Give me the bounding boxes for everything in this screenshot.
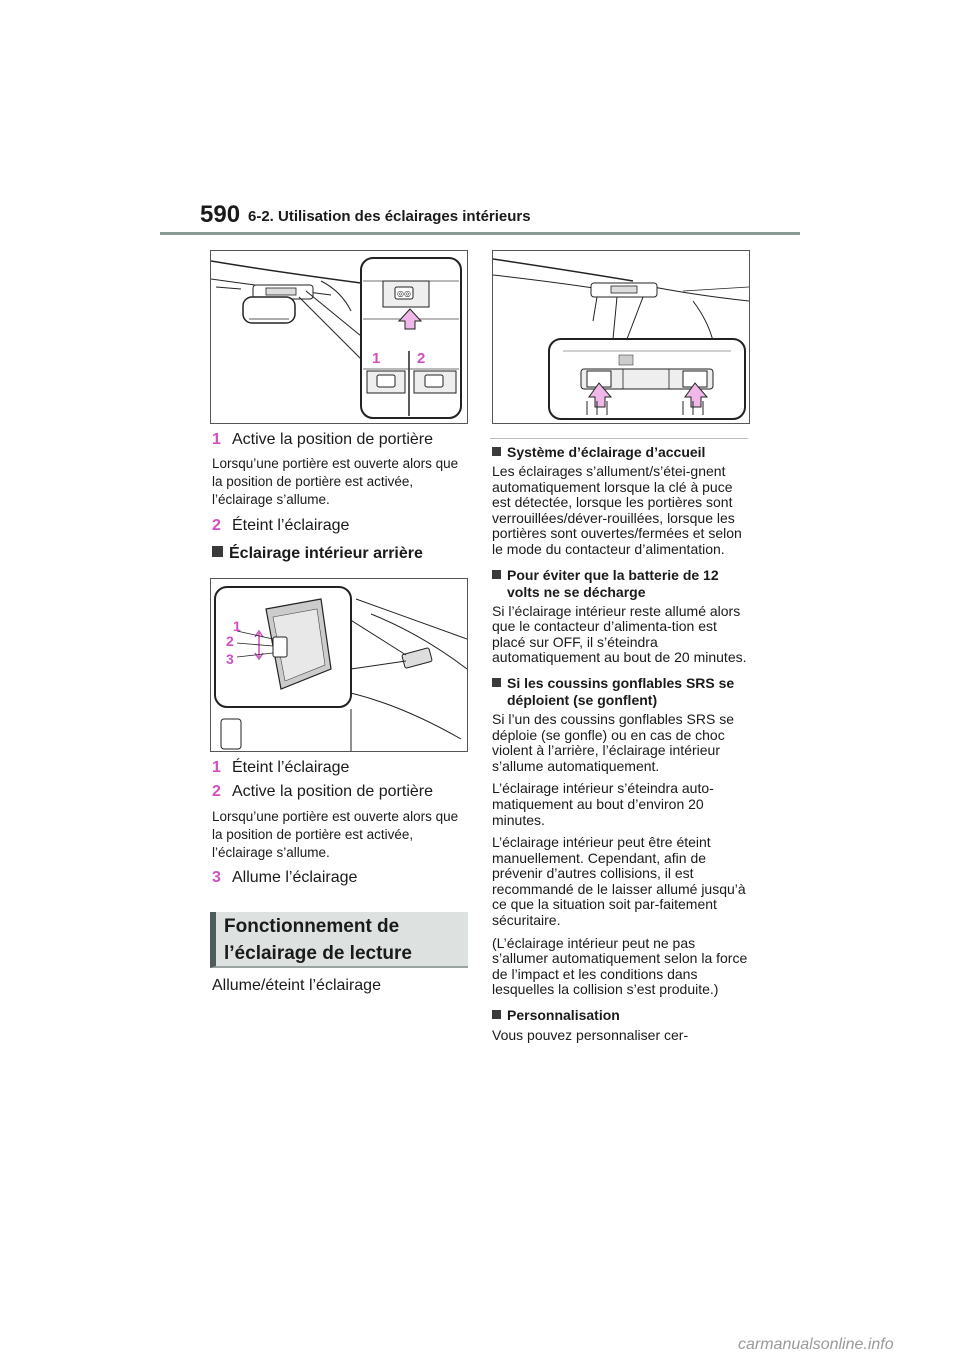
- customization-text: Vous pouvez personnaliser cer-: [492, 1027, 689, 1044]
- note-door-position: Lorsqu’une portière est ouverte alors que la position de portière est activée, l’éclairage s’allume.: [212, 456, 459, 507]
- reading-lamp-title-box: [210, 912, 468, 968]
- battery-text: Si l’éclairage intérieur reste allumé alors que le contacteur d’alimenta-tion est placé sur OFF, il s’éteindra automatiquement au bout de 20 minutes.: [492, 602, 747, 666]
- welcome-lighting-heading: Système d’éclairage d’accueil: [492, 444, 750, 461]
- reading-lamp-text: Allume/éteint l’éclairage: [212, 977, 381, 994]
- header-rule: [160, 232, 800, 235]
- note-rear-door-position: Lorsqu’une portière est ouverte alors que la position de portière est activée, l’éclairage s’allume.: [212, 809, 459, 860]
- fig2-label-3: 3: [226, 651, 234, 667]
- airbag-heading: Si les coussins gonflables SRS se déploient (se gonflent): [492, 675, 750, 709]
- right-column: [492, 444, 750, 1044]
- reading-lamp-illustration: [492, 250, 750, 424]
- customization-heading: Personnalisation: [492, 1007, 750, 1024]
- airbag-text-1: Si l’un des coussins gonflables SRS se déploie (se gonfle) ou en cas de choc violent à l’arrière, l’éclairage intérieur s’allume automatiquement.: [492, 710, 735, 774]
- reading-lamp-title-line-2: l’éclairage de lecture: [224, 943, 412, 964]
- step-2-off: 2 Éteint l’éclairage: [212, 517, 350, 534]
- page-number: 590: [200, 201, 241, 228]
- step-rear-3-on: 3 Allume l’éclairage: [212, 869, 358, 886]
- watermark: carmanualsonline.info: [738, 1336, 894, 1353]
- step-rear-1-off: 1 Éteint l’éclairage: [212, 759, 350, 776]
- reading-lamp-title-line-1: Fonctionnement de: [224, 916, 400, 937]
- svg-text:◎◎: ◎◎: [397, 289, 411, 298]
- battery-heading: Pour éviter que la batterie de 12 volts ne se décharge: [492, 567, 750, 601]
- rear-lamp-heading: Éclairage intérieur arrière: [212, 544, 423, 564]
- airbag-text-2: L’éclairage intérieur s’éteindra auto-matiquement au bout d’environ 20 minutes.: [492, 780, 714, 828]
- airbag-text-4: (L’éclairage intérieur peut ne pas s’allumer automatiquement selon la force de l’impact et les conditions dans lesquelles la collision s’est produite.): [492, 934, 748, 998]
- fig2-label-1: 1: [233, 618, 241, 634]
- welcome-lighting-text: Les éclairages s’allument/s’étei-gnent automatiquement lorsque la clé à puce est détectée, lorsque les portières sont verrouillées/déver-rouillées, lorsque les portières sont ouvertes/fermées et selon le mode du contacteur d’alimentation.: [492, 463, 742, 557]
- fig1-label-2: 2: [417, 350, 426, 367]
- front-lamp-illustration: [210, 250, 468, 424]
- section-title: 6-2. Utilisation des éclairages intérieurs: [248, 208, 531, 225]
- rear-lamp-illustration: [210, 578, 468, 752]
- airbag-text-3: L’éclairage intérieur peut être éteint manuellement. Cependant, afin de prévenir d’autres collisions, il est recommandé de le laisser allumé jusqu’à ce que la situation soit par-faitement sécuritaire.: [492, 834, 746, 929]
- step-1-door-position: 1 Active la position de portière: [212, 431, 433, 448]
- fig1-label-1: 1: [372, 350, 381, 367]
- fig2-label-2: 2: [226, 633, 234, 649]
- right-column-rule: [490, 438, 748, 439]
- step-rear-2-door-position: 2 Active la position de portière: [212, 783, 433, 800]
